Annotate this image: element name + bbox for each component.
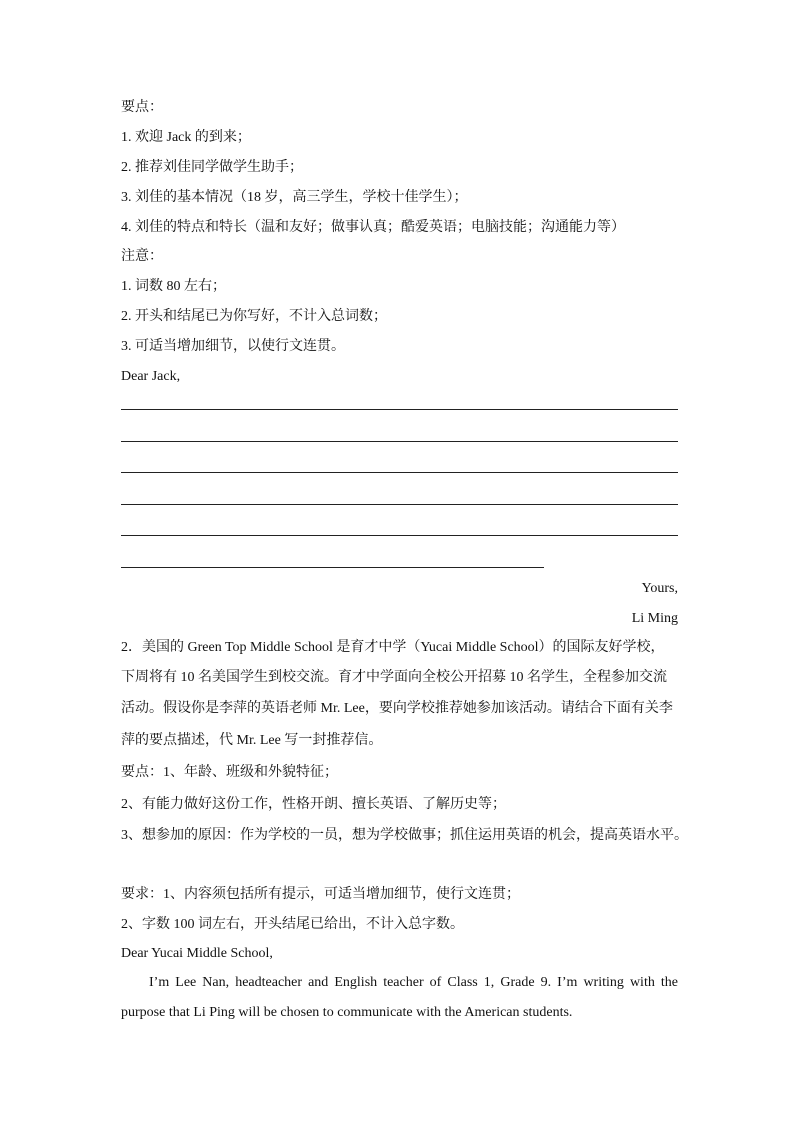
writing-line [121, 409, 678, 410]
point-item: 3. 刘佳的基本情况（18 岁，高三学生，学校十佳学生）； [121, 190, 468, 205]
writing-line [121, 472, 678, 473]
note-item: 2. 开头和结尾已为你写好，不计入总词数； [121, 309, 387, 324]
task2-points-line: 3、想参加的原因：作为学校的一员，想为学校做事；抓住运用英语的机会，提高英语水平。 [121, 828, 688, 843]
writing-line [121, 504, 678, 505]
points-heading: 要点： [121, 100, 163, 115]
point-item: 1. 欢迎 Jack 的到来； [121, 130, 251, 145]
task2-prompt-line: 下周将有 10 名美国学生到校交流。育才中学面向全校公开招募 10 名学生，全程参加交流 [121, 670, 667, 685]
writing-line [121, 535, 678, 536]
task2-prompt-line: 萍的要点描述，代 Mr. Lee 写一封推荐信。 [121, 733, 383, 748]
note-item: 3. 可适当增加细节，以使行文连贯。 [121, 339, 345, 354]
writing-line [121, 567, 544, 568]
task2-body-line: I’m Lee Nan, headteacher and English teacher of Class 1, Grade 9. I’m writing with the [149, 975, 678, 990]
task2-prompt-line: 活动。假设你是李萍的英语老师 Mr. Lee，要向学校推荐她参加该活动。请结合下面有关李 [121, 701, 673, 716]
task2-prompt-line: 2．美国的 Green Top Middle School 是育才中学（Yucai Middle School）的国际友好学校， [121, 640, 665, 655]
task2-requirements-line: 要求：1、内容须包括所有提示，可适当增加细节，使行文连贯； [121, 887, 520, 902]
point-item: 2. 推荐刘佳同学做学生助手； [121, 160, 303, 175]
notes-heading: 注意： [121, 249, 163, 264]
note-item: 1. 词数 80 左右； [121, 279, 226, 294]
writing-line [121, 441, 678, 442]
letter-signature: Li Ming [631, 611, 678, 626]
task2-greeting: Dear Yucai Middle School, [121, 946, 273, 961]
task2-points-line: 要点：1、年龄、班级和外貌特征； [121, 765, 338, 780]
letter-greeting: Dear Jack, [121, 369, 181, 384]
task2-points-line: 2、有能力做好这份工作，性格开朗、擅长英语、了解历史等； [121, 797, 506, 812]
point-item: 4. 刘佳的特点和特长（温和友好；做事认真；酷爱英语；电脑技能；沟通能力等） [121, 220, 625, 235]
task2-requirements-line: 2、字数 100 词左右，开头结尾已给出，不计入总字数。 [121, 917, 464, 932]
letter-closing: Yours, [641, 581, 678, 596]
task2-body-line: purpose that Li Ping will be chosen to communicate with the American students. [121, 1005, 573, 1020]
